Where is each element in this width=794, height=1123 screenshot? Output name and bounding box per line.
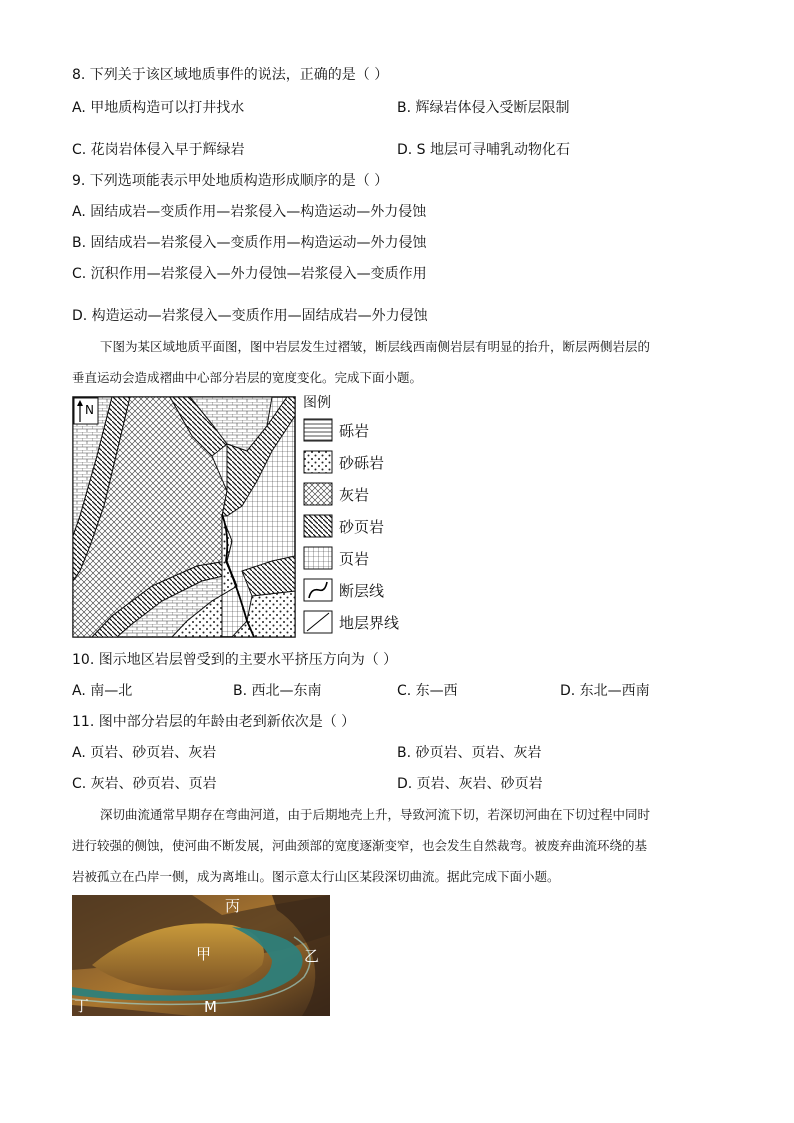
legend-label: 地层界线 (339, 614, 400, 632)
legend-label: 砾岩 (339, 422, 370, 440)
legend-swatch-diag-icon (303, 514, 333, 538)
question-8-stem: 8. 下列关于该区域地质事件的说法，正确的是（ ） (72, 67, 389, 83)
legend-swatch-boundary-icon (303, 610, 333, 634)
intro-paragraph-1 (72, 331, 722, 362)
question-11-option-d: D. 页岩、灰岩、砂页岩 (397, 776, 543, 792)
question-8-option-b: B. 辉绿岩体侵入受断层限制 (397, 100, 570, 116)
north-label: N (85, 403, 94, 417)
legend-label: 砂砾岩 (339, 454, 385, 472)
photo-label-jia: 甲 (196, 945, 212, 963)
question-10-stem: 10. 图示地区岩层曾受到的主要水平挤压方向为（ ） (72, 652, 398, 668)
intro-paragraph-1-cont (72, 362, 722, 393)
question-9-option-d: D. 构造运动—岩浆侵入—变质作用—固结成岩—外力侵蚀 (72, 308, 428, 324)
legend-label: 灰岩 (339, 486, 370, 504)
legend-swatch-fault-icon (303, 578, 333, 602)
question-9-option-a: A. 固结成岩—变质作用—岩浆侵入—构造运动—外力侵蚀 (72, 204, 427, 220)
question-9-option-c: C. 沉积作用—岩浆侵入—外力侵蚀—岩浆侵入—变质作用 (72, 266, 427, 282)
geological-map (72, 396, 296, 638)
intro-paragraph-2 (72, 799, 722, 892)
question-10-option-a: A. 南—北 (72, 683, 133, 699)
question-11-option-a: A. 页岩、砂页岩、灰岩 (72, 745, 217, 761)
intro-2-line-2: 进行较强的侧蚀，使河曲不断发展，河曲颈部的宽度逐渐变窄，也会发生自然裁弯。被废弃曲流环绕的基 (72, 838, 648, 853)
legend-swatch-cross-icon (303, 482, 333, 506)
photo-label-m: M (204, 998, 217, 1016)
question-9-option-b: B. 固结成岩—岩浆侵入—变质作用—构造运动—外力侵蚀 (72, 235, 427, 251)
intro-2-line-3: 岩被孤立在凸岸一侧，成为离堆山。图示意太行山区某段深切曲流。据此完成下面小题。 (72, 869, 560, 884)
photo-label-ding: 丁 (74, 997, 90, 1015)
legend-swatch-grid-icon (303, 546, 333, 570)
legend-swatch-hlines-icon (303, 418, 333, 442)
question-9-stem: 9. 下列选项能表示甲处地质构造形成顺序的是（ ） (72, 173, 389, 189)
legend-label: 砂页岩 (339, 518, 385, 536)
question-11-option-b: B. 砂页岩、页岩、灰岩 (397, 745, 542, 761)
legend-label: 断层线 (339, 582, 385, 600)
question-8-option-a: A. 甲地质构造可以打井找水 (72, 100, 245, 116)
photo-label-yi: 乙 (304, 947, 320, 965)
meander-photo (72, 895, 330, 1016)
question-8-option-c: C. 花岗岩体侵入早于辉绿岩 (72, 142, 245, 158)
legend-title: 图例 (303, 395, 331, 411)
question-11-stem: 11. 图中部分岩层的年龄由老到新依次是（ ） (72, 714, 356, 730)
intro-1-line-2: 垂直运动会造成褶曲中心部分岩层的宽度变化。完成下面小题。 (72, 370, 423, 385)
intro-2-line-1: 深切曲流通常早期存在弯曲河道，由于后期地壳上升，导致河流下切，若深切河曲在下切过程中同时 (100, 807, 651, 822)
question-8-option-d: D. S 地层可寻哺乳动物化石 (397, 142, 571, 158)
legend-swatch-dots-icon (303, 450, 333, 474)
question-11-option-c: C. 灰岩、砂页岩、页岩 (72, 776, 217, 792)
question-10-option-b: B. 西北—东南 (233, 683, 322, 699)
question-10-option-d: D. 东北—西南 (560, 683, 650, 699)
question-10-option-c: C. 东—西 (397, 683, 458, 699)
legend-label: 页岩 (339, 550, 370, 568)
photo-label-bing: 丙 (225, 897, 241, 915)
intro-1-line-1: 下图为某区域地质平面图，图中岩层发生过褶皱，断层线西南侧岩层有明显的抬升，断层两侧岩层的 (100, 339, 651, 354)
